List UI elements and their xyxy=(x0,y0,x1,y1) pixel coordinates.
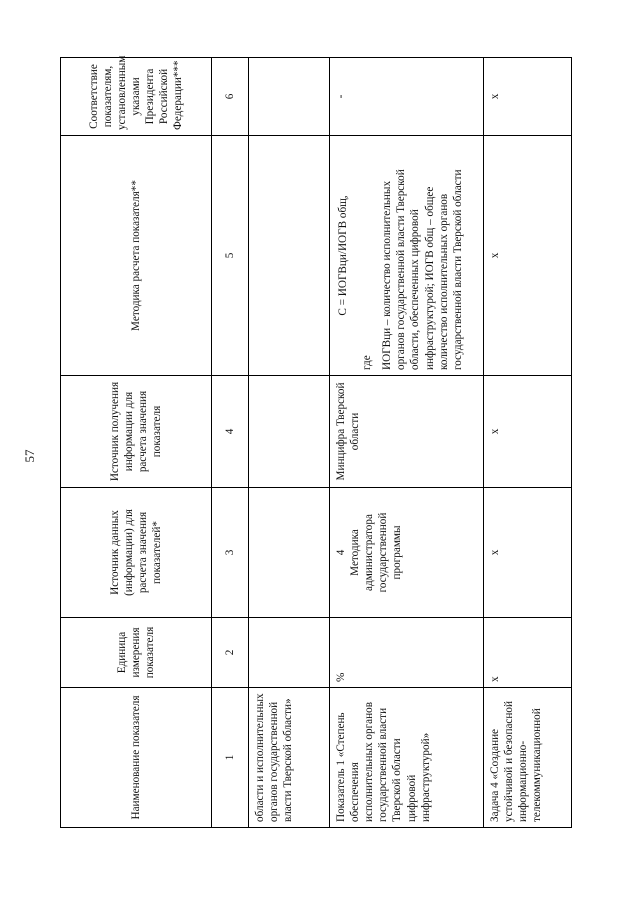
column-number-row xyxy=(212,58,249,828)
header-data-source: Источник данных (информации) для расчета значения показателей* xyxy=(61,488,212,618)
indicator-info-source: Минцифра Тверской области xyxy=(330,376,484,488)
task-data-source: х xyxy=(484,488,572,618)
empty-cell xyxy=(249,488,330,618)
data-source-text: Методика администратора государственной программы xyxy=(349,512,404,593)
empty-cell xyxy=(249,58,330,136)
col-number: 6 xyxy=(212,58,249,136)
indicator-compliance: - xyxy=(330,58,484,136)
page-number: 57 xyxy=(22,449,37,463)
task-name: Задача 4 «Создание устойчивой и безопасной информационно-телекоммуникационной xyxy=(484,688,572,828)
col-number: 3 xyxy=(212,488,249,618)
table-row-indicator-1 xyxy=(330,58,484,828)
table-row-task-4 xyxy=(484,58,572,828)
task-unit: х xyxy=(484,618,572,688)
formula: С = ИОГВци/ИОГВ общ, xyxy=(337,195,349,316)
header-compliance: Соответствие показателям, установленным указами Президента Российской Федерации*** xyxy=(61,58,212,136)
header-row xyxy=(61,58,212,828)
rotated-table-container xyxy=(60,55,544,828)
indicator-method xyxy=(330,136,484,376)
task-method: х xyxy=(484,136,572,376)
header-unit: Единица измерения показателя xyxy=(61,618,212,688)
indicators-table xyxy=(60,57,572,828)
indicator-name: Показатель 1 «Степень обеспечения исполнительных органов государственной власти Тверской области цифровой инфраструктурой» xyxy=(330,688,484,828)
indicator-unit: % xyxy=(330,618,484,688)
task-compliance: х xyxy=(484,58,572,136)
formula-explanation: ИОГВци – количество исполнительных органов государственной власти Тверской области, обеспеченных цифровой инфраструктурой; ИОГВ общ – общее количество исполнительных органов государственной власти Тверской области xyxy=(381,169,464,370)
indicator-data-source xyxy=(330,488,484,618)
empty-cell xyxy=(249,618,330,688)
header-info-source: Источник получения информации для расчета значения показателя xyxy=(61,376,212,488)
task-info-source: х xyxy=(484,376,572,488)
empty-cell xyxy=(249,376,330,488)
col-number: 1 xyxy=(212,688,249,828)
col-number: 4 xyxy=(212,376,249,488)
continuation-name: области и исполнительных органов государственной власти Тверской области» xyxy=(249,688,330,828)
empty-cell xyxy=(249,136,330,376)
header-name: Наименование показателя xyxy=(61,688,212,828)
table-row-continuation xyxy=(249,58,330,828)
formula-where: где xyxy=(361,355,374,370)
col-number: 2 xyxy=(212,618,249,688)
header-method: Методика расчета показателя** xyxy=(61,136,212,376)
data-source-number: 4 xyxy=(335,549,347,556)
col-number: 5 xyxy=(212,136,249,376)
